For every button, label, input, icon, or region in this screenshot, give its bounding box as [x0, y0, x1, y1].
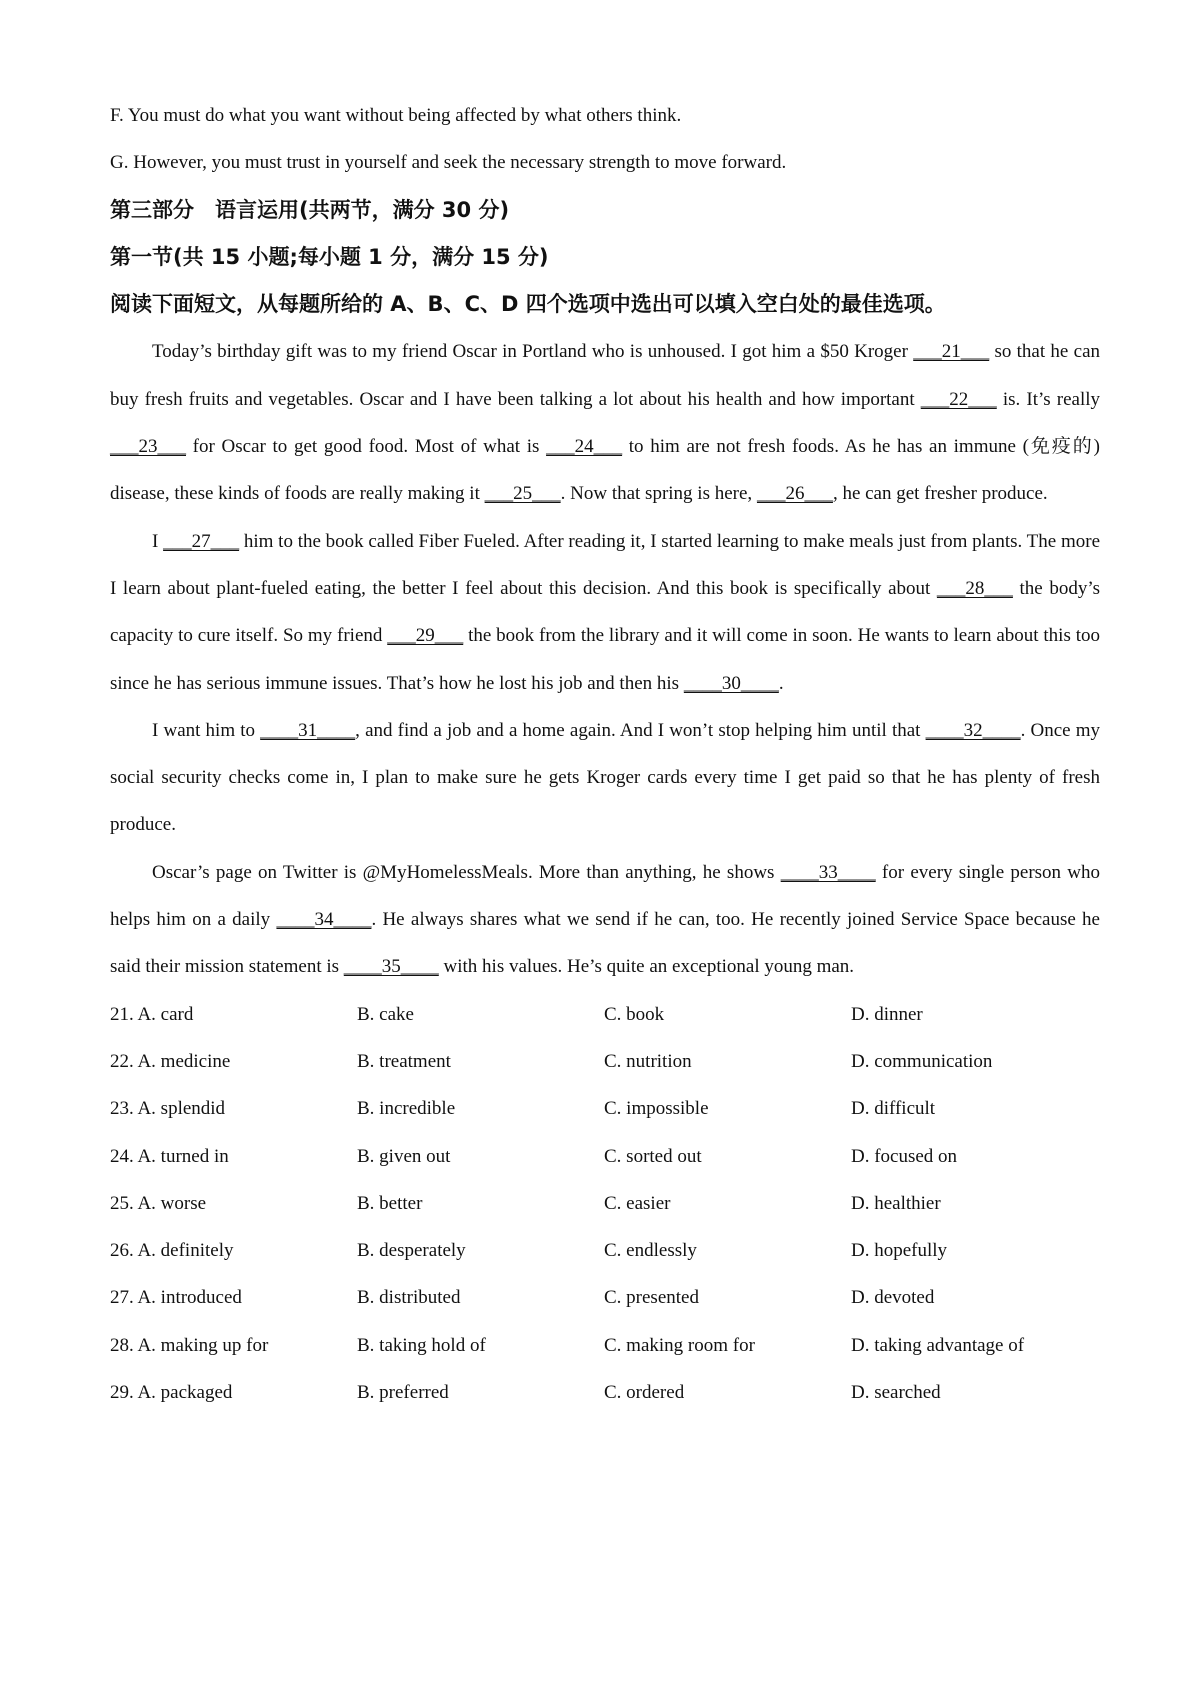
option-a: 26. A. definitely [110, 1240, 234, 1262]
option-d: D. hopefully [851, 1240, 948, 1262]
question-row [110, 1085, 1100, 1132]
option-d: D. taking advantage of [851, 1334, 1025, 1356]
blank-28: ___28___ [936, 577, 1013, 599]
option-c: C. easier [604, 1192, 671, 1214]
section-heading: 第一节(共 15 小题;每小题 1 分，满分 15 分) [110, 244, 549, 269]
option-d: D. difficult [851, 1098, 936, 1120]
option-b: B. taking hold of [357, 1334, 486, 1356]
option-b: B. desperately [357, 1240, 466, 1262]
option-b: B. preferred [357, 1382, 449, 1404]
option-d: D. searched [851, 1382, 941, 1404]
option-d: D. communication [851, 1050, 993, 1072]
option-a: 27. A. introduced [110, 1287, 242, 1309]
option-c: C. making room for [604, 1334, 755, 1356]
option-a: 29. A. packaged [110, 1382, 233, 1404]
blank-25: ___25___ [484, 483, 561, 505]
question-row [110, 1227, 1100, 1274]
option-a: 24. A. turned in [110, 1145, 229, 1167]
passage-paragraph-4: Oscar’s page on Twitter is @MyHomelessMeals. More than anything, he shows ____33____ for every single person who helps him on a daily ____34____. He always shares what we send if he can, too. He recently joined Service Space because he said their mission statement is ____35____ with his values. He’s quite an exceptional young man. [110, 861, 1100, 978]
option-a: 25. A. worse [110, 1192, 207, 1214]
option-b: B. given out [357, 1145, 451, 1167]
option-c: C. impossible [604, 1098, 709, 1120]
question-options [110, 991, 1100, 1417]
blank-29: ___29___ [387, 625, 464, 647]
blank-27: ___27___ [163, 530, 240, 552]
option-d: D. devoted [851, 1287, 935, 1309]
passage-paragraph-2: I ___27___ him to the book called Fiber Fueled. After reading it, I started learning to make meals just from plants. The more I learn about plant-fueled eating, the better I feel about this decision. And this book is specifically about ___28___ the body’s capacity to cure itself. So my friend ___29___ the book from the library and it will come in soon. He wants to learn about this too since he has serious immune issues. That’s how he lost his job and then his ____30____. [110, 530, 1101, 694]
question-row [110, 1133, 1100, 1180]
part-heading: 第三部分 语言运用(共两节，满分 30 分) [110, 197, 510, 222]
option-a: 21. A. card [110, 1003, 194, 1025]
blank-33: ____33____ [780, 861, 876, 883]
option-d: D. healthier [851, 1192, 941, 1214]
blank-22: ___22___ [920, 388, 997, 410]
option-c: C. nutrition [604, 1050, 692, 1072]
blank-30: ____30____ [683, 672, 779, 694]
question-row [110, 991, 1100, 1038]
option-d: D. focused on [851, 1145, 958, 1167]
question-row [110, 1369, 1100, 1416]
document-page [110, 92, 1100, 1416]
option-a: 23. A. splendid [110, 1098, 226, 1120]
blank-32: ____32____ [925, 719, 1021, 741]
option-b: B. distributed [357, 1287, 461, 1309]
question-row [110, 1180, 1100, 1227]
option-g: G. However, you must trust in yourself and seek the necessary strength to move forward. [110, 152, 787, 174]
blank-31: ____31____ [260, 719, 356, 741]
blank-34: ____34____ [276, 909, 372, 931]
option-b: B. treatment [357, 1050, 451, 1072]
blank-23: ___23___ [110, 436, 186, 458]
option-b: B. cake [357, 1003, 414, 1025]
question-row [110, 1274, 1100, 1321]
blank-24: ___24___ [546, 436, 623, 458]
option-c: C. ordered [604, 1382, 685, 1404]
question-row [110, 1322, 1100, 1369]
option-f: F. You must do what you want without being affected by what others think. [110, 105, 682, 126]
blank-35: ____35____ [343, 956, 439, 978]
option-c: C. book [604, 1003, 665, 1025]
option-c: C. endlessly [604, 1240, 697, 1262]
option-c: C. presented [604, 1287, 699, 1309]
passage-paragraph-3: I want him to ____31____, and find a job and a home again. And I won’t stop helping him until that ____32____. Once my social security checks come in, I plan to make sure he gets Kroger cards every time I get paid so that he has plenty of fresh produce. [110, 719, 1100, 836]
option-a: 28. A. making up for [110, 1334, 269, 1356]
option-c: C. sorted out [604, 1145, 702, 1167]
option-b: B. better [357, 1192, 423, 1214]
option-b: B. incredible [357, 1098, 456, 1120]
blank-26: ___26___ [756, 483, 833, 505]
blank-21: ___21___ [913, 341, 990, 363]
option-a: 22. A. medicine [110, 1050, 231, 1072]
option-d: D. dinner [851, 1003, 923, 1025]
instruction: 阅读下面短文，从每题所给的 A、B、C、D 四个选项中选出可以填入空白处的最佳选项。 [110, 292, 946, 317]
question-row [110, 1038, 1100, 1085]
passage-paragraph-1: Today’s birthday gift was to my friend Oscar in Portland who is unhoused. I got him a $50 Kroger ___21___ so that he can buy fresh fruits and vegetables. Oscar and I have been talking a lot about his health and how important ___22___ is. It’s really ___23___ for Oscar to get good food. Most of what is ___24___ to him are not fresh foods. As he has an immune (免疫的) disease, these kinds of foods are really making it ___25___. Now that spring is here, ___26___, he can get fresher produce. [110, 341, 1101, 505]
